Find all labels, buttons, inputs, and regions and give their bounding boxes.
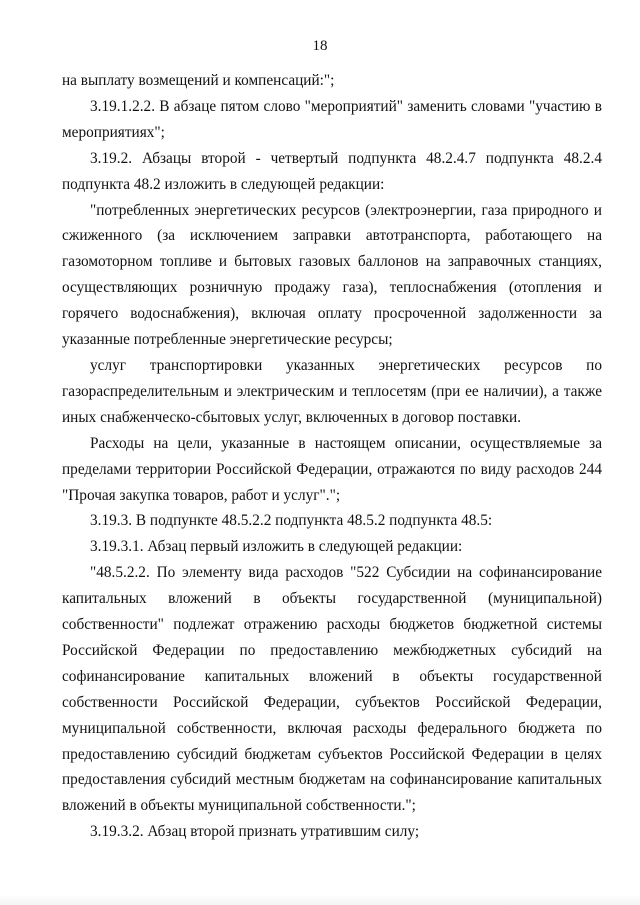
document-body	[62, 68, 602, 845]
paragraph-foreign-expenses: Расходы на цели, указанные в настоящем описании, осуществляемые за пределами территории Российской Федерации, отражаются по виду расходов 244 "Прочая закупка товаров, работ и услуг".";	[62, 434, 602, 504]
paragraph-3-19-2: 3.19.2. Абзацы второй - четвертый подпункта 48.2.4.7 подпункта 48.2.4 подпункта 48.2 изложить в следующей редакции:	[62, 149, 602, 193]
paragraph-48-5-2-2: "48.5.2.2. По элементу вида расходов "522 Субсидии на софинансирование капитальных вложений в объекты государственной (муниципальной) собственности" подлежат отражению расходы бюджетов бюджетной системы Российской Федерации по предоставлению межбюджетных субсидий на софинансирование капитальных вложений в объекты государственной собственности Российской Федерации, субъектов Российской Федерации, муниципальной собственности, включая расходы федерального бюджета по предоставлению субсидий бюджетам субъектов Российской Федерации в целях предоставления субсидий местным бюджетам на софинансирование капитальных вложений в объекты муниципальной собственности.";	[62, 564, 602, 815]
scan-bottom-edge	[0, 895, 640, 905]
paragraph-transport-services: услуг транспортировки указанных энергетических ресурсов по газораспределительным и электрическим и теплосетям (при ее наличии), а также иных снабженческо-сбытовых услуг, включенных в договор поставки.	[62, 356, 602, 426]
paragraph-3-19-1-2-2: 3.19.1.2.2. В абзаце пятом слово "мероприятий" заменить словами "участию в мероприятиях";	[62, 97, 602, 141]
paragraph-3-19-3-2: 3.19.3.2. Абзац второй признать утратившим силу;	[90, 823, 420, 841]
paragraph-3-19-3: 3.19.3. В подпункте 48.5.2.2 подпункта 48.5.2 подпункта 48.5:	[90, 512, 493, 530]
page-number: 18	[312, 38, 328, 54]
paragraph-continuation: на выплату возмещений и компенсаций:";	[62, 72, 335, 89]
paragraph-3-19-3-1: 3.19.3.1. Абзац первый изложить в следующей редакции:	[90, 538, 463, 556]
paragraph-energy-resources: "потребленных энергетических ресурсов (электроэнергии, газа природного и сжиженного (за исключением заправки автотранспорта, работающего на газомоторном топливе и бытовых газовых баллонов на заправочных станциях, осуществляющих розничную продажу газа), теплоснабжения (отопления и горячего водоснабжения), включая оплату просроченной задолженности за указанные потребленные энергетические ресурсы;	[62, 201, 602, 349]
